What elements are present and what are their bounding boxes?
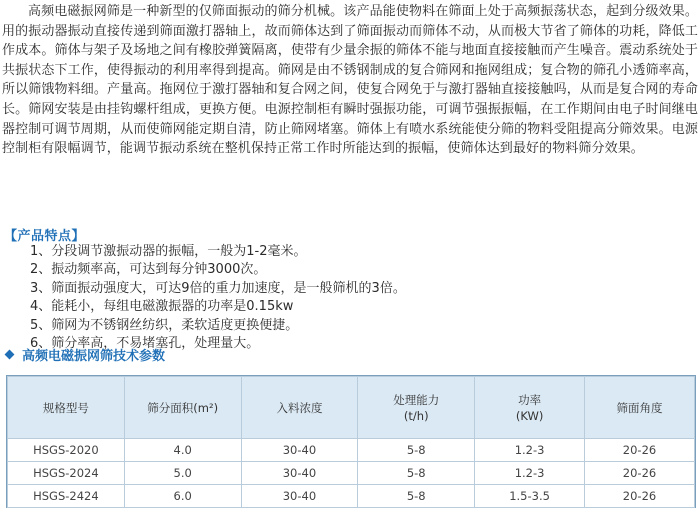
cell-model: HSGS-2024 xyxy=(8,462,125,485)
header-power-label: 功率 xyxy=(518,392,542,407)
header-area: 筛分面积(m²) xyxy=(124,377,241,439)
cell-power: 1.2-3 xyxy=(475,439,585,462)
cell-capacity: 5-8 xyxy=(358,485,475,508)
header-capacity-unit: (t/h) xyxy=(403,408,429,423)
intro-paragraph: 高频电磁振网筛是一种新型的仅筛面振动的筛分机械。该产品能使物料在筛面上处于高频振荡状态，起到分级效果。用的振动器振动直接传递到筛面激打器轴上，故而筛体达到了筛面振动而筛体不动，从而极大节省了筛体的功耗，降低工作成本。筛体与架子及场地之间有橡胶弹簧隔离，使带有少量余振的筛体不能与地面直接接触而产生噪音。震动系统处于共振状态下工作，使得振动的利用率得到提高。筛网是由不锈钢制成的复合筛网和拖网组成；复合物的筛孔小透筛率高，所以筛饿物料细。产量高。拖网位于激打器轴和复合网之间，使复合网免于与激打器轴直接接触吗，从而是复合网的寿命长。筛网安装是由挂钩螺杆组成，更换方便。电源控制柜有瞬时强振功能，可调节强振振幅，在工作期间由电子时间继电器控制可调节周期，从而使筛网能定期自清，防止筛网堵塞。筛体上有喷水系统能使分筛的物料受阻提高分筛效果。电源控制柜有限幅调节，能调节振动系统在整机保持正常工作时所能达到的振幅，使筛体达到最好的物料筛分效果。 xyxy=(2,4,698,157)
header-angle: 筛面角度 xyxy=(585,377,695,439)
feature-item: 6、筛分率高，不易堵塞孔，处理量大。 xyxy=(30,336,260,352)
cell-concentration: 30-40 xyxy=(241,485,358,508)
cell-area: 4.0 xyxy=(124,439,241,462)
table-row xyxy=(8,439,695,462)
cell-capacity: 5-8 xyxy=(358,439,475,462)
cell-angle: 20-26 xyxy=(585,439,695,462)
feature-item: 4、能耗小，每组电磁激振器的功率是0.15kw xyxy=(30,299,294,315)
cell-power: 1.2-3 xyxy=(475,462,585,485)
cell-area: 5.0 xyxy=(124,462,241,485)
cell-power: 1.5-3.5 xyxy=(475,485,585,508)
cell-area: 6.0 xyxy=(124,485,241,508)
params-table xyxy=(7,376,695,508)
cell-concentration: 30-40 xyxy=(241,439,358,462)
header-capacity-label: 处理能力 xyxy=(393,392,440,407)
params-heading-text: 高频电磁振网筛技术参数 xyxy=(22,349,166,364)
cell-capacity: 5-8 xyxy=(358,462,475,485)
table-header-row xyxy=(8,377,695,439)
header-power xyxy=(475,377,585,439)
header-capacity xyxy=(358,377,475,439)
table-row xyxy=(8,462,695,485)
cell-angle: 20-26 xyxy=(585,485,695,508)
diamond-bullet-icon xyxy=(5,350,15,360)
cell-model: HSGS-2020 xyxy=(8,439,125,462)
header-concentration: 入料浓度 xyxy=(241,377,358,439)
feature-item: 5、筛网为不锈钢丝纺织，柔软适度更换便捷。 xyxy=(30,317,299,333)
cell-angle: 20-26 xyxy=(585,462,695,485)
features-title: 【产品特点】 xyxy=(4,229,86,244)
features-list xyxy=(30,243,406,353)
feature-item: 2、振动频率高，可达到每分钟3000次。 xyxy=(30,262,267,278)
params-heading xyxy=(6,345,165,364)
cell-model: HSGS-2424 xyxy=(8,485,125,508)
table-row xyxy=(8,485,695,508)
cell-concentration: 30-40 xyxy=(241,462,358,485)
header-model: 规格型号 xyxy=(8,377,125,439)
params-table-wrapper xyxy=(6,375,696,508)
feature-item: 3、筛面振动强度大，可达9倍的重力加速度，是一般筛机的3倍。 xyxy=(30,280,406,296)
feature-item: 1、分段调节激振动器的振幅，一般为1-2毫米。 xyxy=(30,244,307,259)
header-power-unit: (KW) xyxy=(515,408,544,423)
